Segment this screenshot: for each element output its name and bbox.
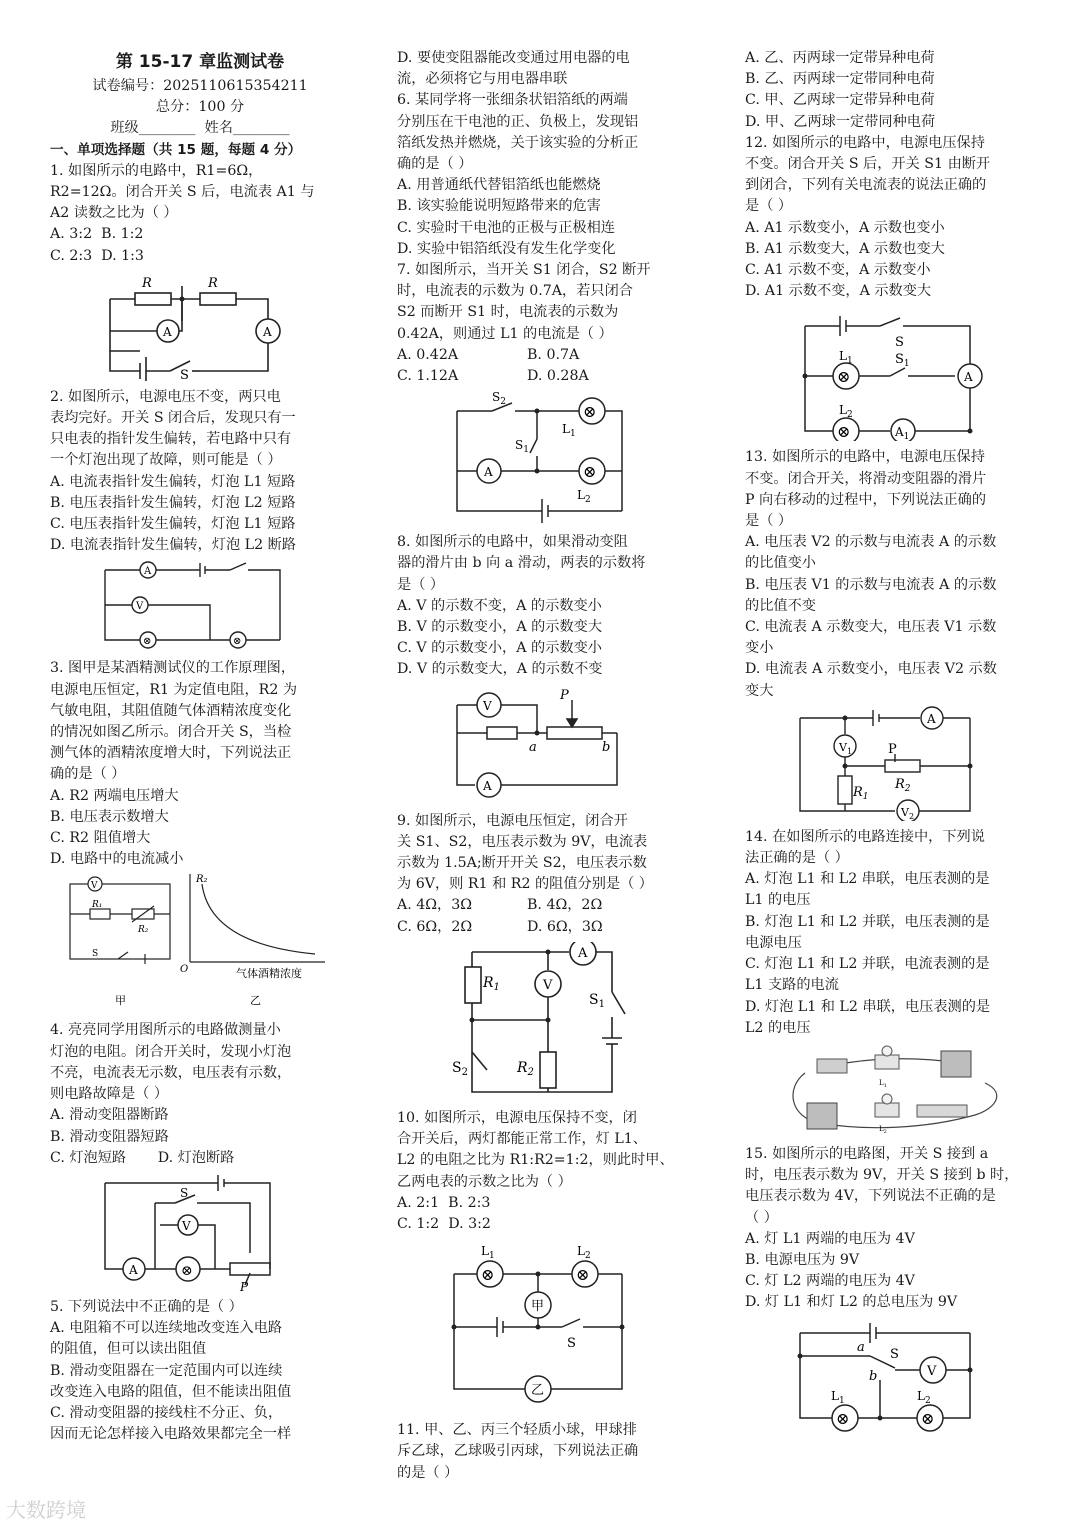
q3-origin-label: O [180,964,189,976]
q1-stem: 1. 如图所示的电路中，R1=6Ω， [50,162,263,179]
q6-stem: 分别压在干电池的正、负极上，发现铝 [397,113,639,130]
q3-stem: 气敏电阻，其阻值随气体酒精浓度变化 [50,702,292,719]
q4-option-c[interactable]: C. 灯泡短路 [50,1149,127,1166]
q13-p-label: P [888,741,897,757]
q5-stem: 5. 下列说法中不正确的是（ ） [50,1298,243,1315]
q14-l2-label: $L_2$ [879,1124,887,1135]
q4-s-label: S [180,1185,189,1200]
q6-stem: 确的是（ ） [397,156,473,173]
q3-fig-b-label: 乙 [250,994,261,1008]
q3-option-c[interactable]: C. R2 阻值增大 [50,830,151,847]
q4-a-label: A [129,1262,138,1277]
q3-figures [50,874,350,1014]
section-heading: 一、单项选择题（共 15 题，每题 4 分） [50,141,302,158]
svg-text:⊗: ⊗ [143,636,152,648]
q13-option-b[interactable]: B. 电压表 V1 的示数与电流表 A 的示数 [745,576,997,593]
svg-text:A: A [144,566,152,578]
q8-option-d[interactable]: D. V 的示数变大，A 的示数不变 [397,661,603,678]
q3-stem: 测气体的酒精浓度增大时，下列说法正 [50,745,292,762]
svg-text:⊗: ⊗ [583,402,597,422]
q2-stem: 表均完好。开关 S 闭合后，发现只有一 [50,410,296,427]
q2-circuit-diagram [50,560,350,652]
q9-s1-label: $S_1$ [589,991,605,1010]
total-score: 总分：100 分 [155,99,245,116]
q8-p-label: P [560,687,569,703]
q15-l2-label: $L_2$ [917,1388,931,1406]
q9-a-label: A [578,945,588,961]
q14-option-a[interactable]: A. 灯泡 L1 和 L2 串联，电压表测的是 [745,871,990,888]
q9-v-label: V [543,977,553,993]
q11-stem: 的是（ ） [397,1464,459,1481]
q15-v-label: V [927,1363,937,1379]
q14-option-a-cont[interactable]: L1 的电压 [745,892,811,909]
q4-options-cd [50,1148,350,1169]
q10-option-d[interactable]: D. 3:2 [448,1215,491,1232]
q15-circuit-diagram [745,1318,1045,1438]
q14-stem: 14. 在如图所示的电路连接中，下列说 [745,828,985,845]
q10-s-label: S [567,1336,576,1352]
q5-option-b[interactable]: B. 滑动变阻器在一定范围内可以连续 [50,1362,283,1379]
r1-label: R [142,275,152,291]
q3-option-d[interactable]: D. 电路中的电流减小 [50,851,184,868]
r2-label: R [208,275,218,291]
q11-option-b[interactable]: B. 乙、丙两球一定带同种电荷 [745,71,935,88]
q13-stem: 是（ ） [745,513,793,530]
q6-stem: 箔纸发热并燃烧，关于该实验的分析正 [397,134,639,151]
svg-text:⊗: ⊗ [576,1265,590,1285]
q1-option-b[interactable]: B. 1:2 [101,226,144,243]
q9-option-d[interactable]: D. 6Ω，3Ω [527,918,603,935]
q10-stem: 10. 如图所示，电源电压保持不变，闭 [397,1109,637,1126]
q11-option-c[interactable]: C. 甲、乙两球一定带异种电荷 [745,92,935,109]
q4-option-b[interactable]: B. 滑动变阻器短路 [50,1128,169,1145]
q3-stem: 确的是（ ） [50,766,126,783]
svg-text:⊗: ⊗ [921,1408,935,1428]
q10-stem: L2 的电阻之比为 R1:R2=1:2，则此时甲、 [397,1152,674,1169]
class-field[interactable]: 班级________ [110,120,196,137]
q9-stem: 为 6V，则 R1 和 R2 的阻值分别是（ ） [397,876,653,893]
q7-a-label: A [484,465,493,480]
q15-option-d[interactable]: D. 灯 L1 和灯 L2 的总电压为 9V [745,1294,958,1311]
q9-options-ab [397,895,697,916]
q2-stem: 一个灯泡出现了故障，则可能是（ ） [50,452,282,469]
q8-stem: 8. 如图所示的电路中，如果滑动变阻 [397,534,628,551]
q11-option-d[interactable]: D. 甲、乙两球一定带同种电荷 [745,113,936,130]
exam-title: 第 15-17 章监测试卷 [115,52,285,72]
q5-option-a-cont[interactable]: 的阻值，但可以读出阻值 [50,1341,207,1358]
q14-equipment-photo [745,1043,1045,1138]
q8-option-a[interactable]: A. V 的示数不变，A 的示数变小 [397,597,602,614]
column-2 [397,48,697,1484]
svg-text:S: S [92,949,99,960]
q1-option-a[interactable]: A. 3:2 [50,226,93,243]
q9-r1-label: $R_1$ [483,974,500,993]
q4-p-label: P [240,1279,249,1291]
q15-l1-label: $L_1$ [831,1388,845,1406]
q3-option-b[interactable]: B. 电压表示数增大 [50,808,169,825]
q10-stem: 合开关后，两灯都能正常工作，灯 L1、 [397,1131,647,1148]
q3-option-a[interactable]: A. R2 两端电压增大 [50,787,179,804]
q10-stem: 乙两电表的示数之比为（ ） [397,1173,572,1190]
q10-option-b[interactable]: B. 2:3 [448,1194,491,1211]
q6-option-c[interactable]: C. 实验时干电池的正极与正极相连 [397,219,615,236]
svg-text:R₁: R₁ [92,900,103,911]
q15-stem: 时，电压表示数为 9V，开关 S 接到 b 时， [745,1167,1019,1184]
q10-options-cd [397,1214,697,1235]
q9-option-a[interactable]: A. 4Ω，3Ω [397,897,473,914]
q1-stem: R2=12Ω。闭合开关 S 后，电流表 A1 与 [50,184,315,201]
q1-options-ab [50,224,350,245]
q6-stem: 6. 某同学将一张细条状铝箔纸的两端 [397,92,628,109]
q8-a-point: a [529,739,537,755]
svg-text:⊗: ⊗ [836,1408,850,1428]
q7-l2-label: $L_2$ [577,488,591,506]
svg-text:V: V [136,601,144,613]
q12-l2-label: $L_2$ [839,403,853,421]
q5-option-a[interactable]: A. 电阻箱不可以连续地改变连入电路 [50,1320,283,1337]
q14-l1-label: $L_1$ [879,1078,887,1089]
q15-stem: （ ） [745,1209,778,1226]
q2-option-d[interactable]: D. 电流表指针发生偏转，灯泡 L2 断路 [50,537,296,554]
q3-fig-a-label: 甲 [115,994,126,1008]
q4-stem: 4. 亮亮同学用图所示的电路做测量小 [50,1022,281,1039]
q8-v-label: V [483,698,492,713]
column-1 [50,48,350,1445]
q7-option-c[interactable]: C. 1.12A [397,368,459,385]
q7-stem: 0.42A，则通过 L1 的电流是（ ） [397,325,613,342]
a1-label: A [163,324,172,339]
q7-l1-label: $L_1$ [562,422,576,440]
a2-label: A [263,324,272,339]
q13-v2-label: $V_2$ [901,805,915,821]
q1-option-c[interactable]: C. 2:3 [50,247,93,264]
q4-option-d[interactable]: D. 灯泡断路 [157,1149,235,1166]
q3-x-axis-label: 气体酒精浓度 [236,967,302,981]
q12-a-label: A [964,370,973,385]
q13-option-d[interactable]: D. 电流表 A 示数变小，电压表 V2 示数 [745,661,997,678]
q13-circuit-diagram [745,706,1045,821]
q3-stem: 的情况如图乙所示。闭合开关 S，当检 [50,724,292,741]
q7-stem: S2 而断开 S1 时，电流表的示数为 [397,304,619,321]
q4-stem: 不亮，电流表无示数，电压表有示数， [50,1064,292,1081]
q2-option-a[interactable]: A. 电流表指针发生偏转，灯泡 L1 短路 [50,473,296,490]
q3-y-axis-label: R₂ [196,874,208,886]
q6-option-a[interactable]: A. 用普通纸代替铝箔纸也能燃烧 [397,177,601,194]
svg-text:⊗: ⊗ [837,422,851,442]
q6-option-d[interactable]: D. 实验中铝箔纸没有发生化学变化 [397,240,616,257]
q15-option-c[interactable]: C. 灯 L2 两端的电压为 4V [745,1273,915,1290]
q12-stem: 12. 如图所示的电路中，电源电压保持 [745,134,985,151]
q13-stem: 13. 如图所示的电路中，电源电压保持 [745,449,985,466]
q12-a1-label: $A_1$ [895,425,910,442]
q9-option-c[interactable]: C. 6Ω，2Ω [397,918,473,935]
q12-stem: 不变。闭合开关 S 后，开关 S1 由断开 [745,156,991,173]
paper-number: 试卷编号：2025110615354211 [92,78,308,94]
q14-stem: 法正确的是（ ） [745,850,849,867]
q14-option-b-cont[interactable]: 电源电压 [745,934,802,951]
q12-option-a[interactable]: A. A1 示数变小，A 示数也变小 [745,219,945,236]
q7-circuit-diagram [397,391,697,526]
q7-stem: 7. 如图所示，当开关 S1 闭合，S2 断开 [397,262,651,279]
name-field[interactable]: 姓名________ [204,120,290,137]
q13-option-a-cont[interactable]: 的比值变小 [745,555,816,572]
q9-option-b[interactable]: B. 4Ω，2Ω [527,897,603,914]
q8-circuit-diagram [397,685,697,805]
q5-option-d[interactable]: D. 要使变阻器能改变通过用电器的电 [397,50,630,66]
svg-text:⊗: ⊗ [837,367,851,387]
q1-circuit-diagram [50,271,350,381]
q10-option-a[interactable]: A. 2:1 [397,1194,440,1211]
q14-option-d[interactable]: D. 灯泡 L1 和 L2 串联，电压表测的是 [745,998,991,1015]
q11-option-a[interactable]: A. 乙、丙两球一定带异种电荷 [745,50,935,66]
q7-option-d[interactable]: D. 0.28A [527,368,589,385]
svg-text:R₂: R₂ [138,925,149,936]
q3-stem: 电源电压恒定，R1 为定值电阻，R2 为 [50,681,298,698]
q12-option-d[interactable]: D. A1 示数不变，A 示数变大 [745,283,932,300]
q13-option-d-cont[interactable]: 变大 [745,682,774,699]
q5-option-c-cont[interactable]: 因而无论怎样接入电路效果都完全一样 [50,1426,292,1443]
q13-r1-label: $R_1$ [853,784,869,802]
q2-option-c[interactable]: C. 电压表指针发生偏转，灯泡 L1 短路 [50,516,296,533]
q3-v-label: V [91,881,98,892]
q7-option-b[interactable]: B. 0.7A [527,346,580,363]
q15-stem: 电压表示数为 4V，下列说法不正确的是 [745,1188,996,1205]
q3-stem: 3. 图甲是某酒精测试仪的工作原理图， [50,660,296,677]
q7-s2-label: $S_2$ [492,391,506,408]
q13-stem: P 向右移动的过程中，下列说法正确的 [745,491,987,508]
q9-stem: 9. 如图所示，电源电压恒定，闭合开 [397,812,628,829]
q10-jia-meter: 甲 [531,1299,545,1315]
q9-circuit-diagram [397,942,697,1102]
q8-stem: 器的滑片由 b 向 a 滑动，两表的示数将 [397,555,646,572]
q6-option-b[interactable]: B. 该实验能说明短路带来的危害 [397,198,601,215]
q12-option-b[interactable]: B. A1 示数变大，A 示数也变大 [745,240,945,257]
q11-stem: 11. 甲、乙、丙三个轻质小球，甲球排 [397,1422,637,1439]
q13-v1-label: $V_1$ [839,740,853,756]
column-3 [745,48,1045,1444]
q10-l1-label: $L_1$ [481,1244,495,1262]
q14-option-d-cont[interactable]: L2 的电压 [745,1019,811,1036]
q8-option-c[interactable]: C. V 的示数变小，A 的示数变小 [397,640,602,657]
q9-stem: 关 S1、S2，电压表示数为 9V，电流表 [397,833,648,850]
q14-option-c[interactable]: C. 灯泡 L1 和 L2 并联，电流表测的是 [745,956,990,973]
q15-option-b[interactable]: B. 电源电压为 9V [745,1251,860,1268]
q2-stem: 2. 如图所示，电源电压不变，两只电 [50,388,281,405]
q10-options-ab [397,1193,697,1214]
q13-option-b-cont[interactable]: 的比值不变 [745,597,816,614]
q7-option-a[interactable]: A. 0.42A [397,346,459,363]
svg-text:⊗: ⊗ [181,1262,193,1279]
q15-b-point: b [869,1368,878,1384]
q4-v-label: V [182,1218,191,1233]
q12-option-c[interactable]: C. A1 示数不变，A 示数变小 [745,262,931,279]
q13-r2-label: $R_2$ [895,776,911,794]
q15-option-a[interactable]: A. 灯 L1 两端的电压为 4V [745,1230,915,1247]
q13-stem: 不变。闭合开关，将滑动变阻器的滑片 [745,470,987,487]
q8-b-point: b [602,739,611,755]
q4-stem: 则电路故障是（ ） [50,1086,169,1103]
q9-stem: 示数为 1.5A;断开开关 S2，电压表示数 [397,855,647,872]
q8-a-label: A [483,778,492,793]
q13-a-label: A [927,711,936,726]
q13-option-c[interactable]: C. 电流表 A 示数变大，电压表 V1 示数 [745,619,997,636]
q7-s1-label: $S_1$ [515,438,529,456]
q4-stem: 灯泡的电阻。闭合开关时，发现小灯泡 [50,1043,292,1060]
q14-option-c-cont[interactable]: L1 支路的电流 [745,977,839,994]
q15-a-point: a [857,1339,865,1355]
q12-stem: 是（ ） [745,198,793,215]
svg-text:⊗: ⊗ [233,636,242,648]
q9-r2-label: $R_2$ [517,1059,534,1078]
s-label: S [180,367,189,381]
q5-option-c[interactable]: C. 滑动变阻器的接线柱不分正、负， [50,1404,283,1421]
q5-option-d-cont[interactable]: 流，必须将它与用电器串联 [397,71,568,88]
q9-s2-label: $S_2$ [452,1059,468,1078]
q4-circuit-diagram [50,1173,350,1291]
q10-yi-meter: 乙 [531,1383,545,1399]
q10-option-c[interactable]: C. 1:2 [397,1215,440,1232]
q10-circuit-diagram [397,1239,697,1414]
q4-option-a[interactable]: A. 滑动变阻器断路 [50,1107,169,1124]
q2-stem: 只电表的指针发生偏转，若电路中只有 [50,431,292,448]
q12-circuit-diagram [745,306,1045,441]
q15-stem: 15. 如图所示的电路图，开关 S 接到 a [745,1145,989,1162]
q2-option-b[interactable]: B. 电压表指针发生偏转，灯泡 L2 短路 [50,494,296,511]
q14-option-b[interactable]: B. 灯泡 L1 和 L2 并联，电压表测的是 [745,913,990,930]
q13-option-a[interactable]: A. 电压表 V2 的示数与电流表 A 的示数 [745,534,997,551]
q12-l1-label: $L_1$ [839,349,853,367]
q7-options-cd [397,366,697,387]
q15-s-label: S [890,1346,899,1362]
svg-text:⊗: ⊗ [583,462,597,482]
q9-options-cd [397,917,697,938]
q7-stem: 时，电流表的示数为 0.7A，若只闭合 [397,283,633,300]
q1-stem: A2 读数之比为（ ） [50,205,178,222]
svg-text:⊗: ⊗ [481,1265,495,1285]
q10-l2-label: $L_2$ [577,1244,591,1262]
q12-s-label: S [895,335,904,351]
q5-option-b-cont[interactable]: 改变连入电路的阻值，但不能读出阻值 [50,1383,292,1400]
q13-option-c-cont[interactable]: 变小 [745,640,774,657]
class-name-line [50,118,350,139]
q11-stem: 斥乙球，乙球吸引丙球，下列说法正确 [397,1443,639,1460]
q8-stem: 是（ ） [397,576,445,593]
q8-option-b[interactable]: B. V 的示数变小，A 的示数变大 [397,619,603,636]
q1-option-d[interactable]: D. 1:3 [101,247,144,264]
watermark: 大数跨境 [6,1498,86,1522]
q12-s1-label: $S_1$ [895,352,910,370]
q7-options-ab [397,345,697,366]
q1-options-cd [50,246,350,267]
q12-stem: 到闭合，下列有关电流表的说法正确的 [745,177,987,194]
